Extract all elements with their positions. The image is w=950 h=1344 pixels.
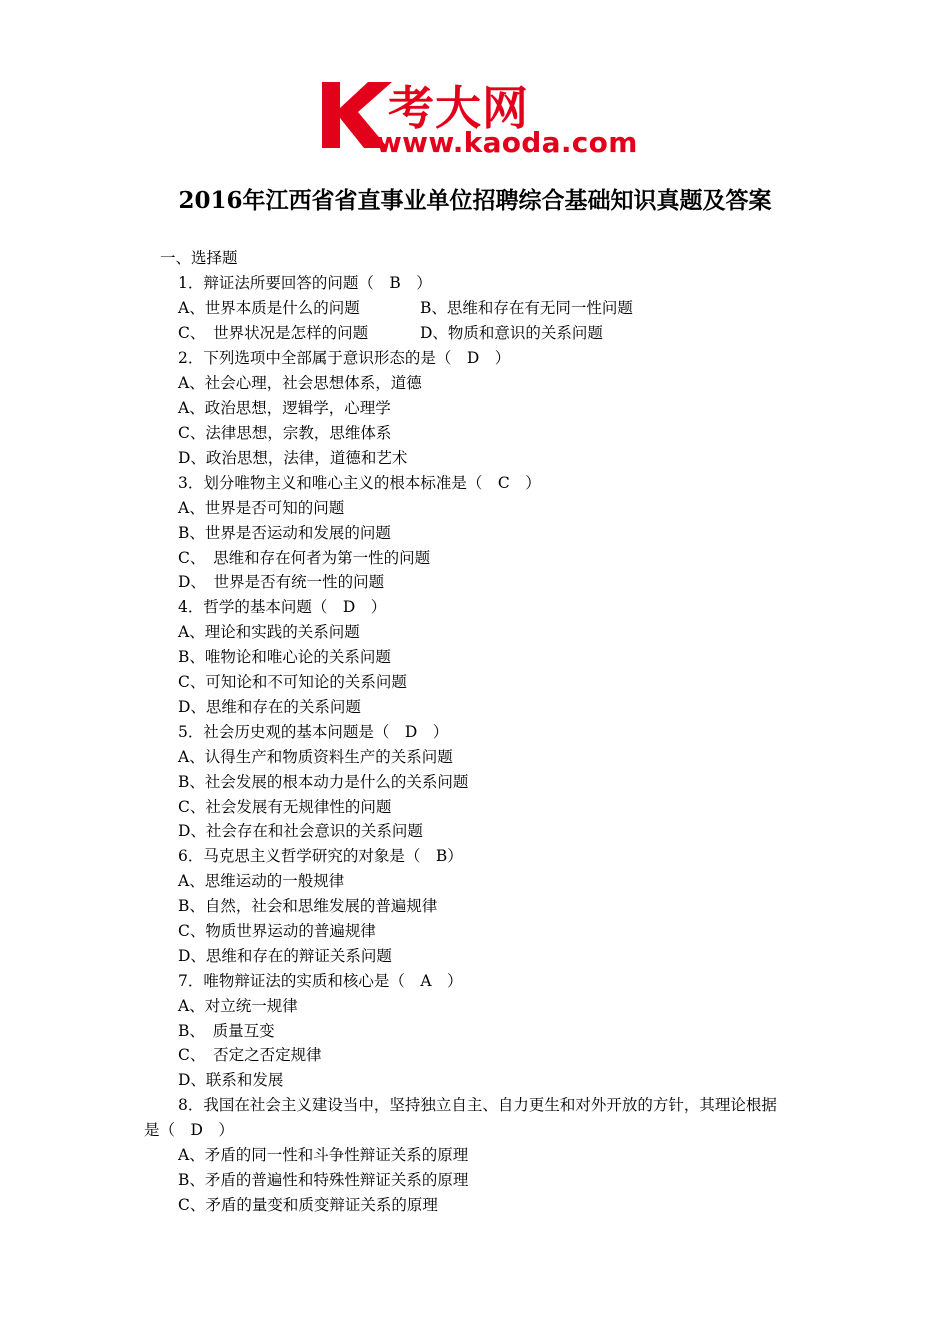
- question-2-option-b: A、政治思想，逻辑学，心理学: [178, 399, 391, 417]
- question-7-option-c: C、 否定之否定规律: [178, 1046, 322, 1064]
- question-5-option-b: B、社会发展的根本动力是什么的关系问题: [178, 773, 469, 791]
- question-4-option-d: D、思维和存在的关系问题: [178, 698, 361, 716]
- question-6-option-d: D、思维和存在的辩证关系问题: [178, 947, 392, 965]
- question-4-option-a: A、理论和实践的关系问题: [178, 623, 360, 641]
- question-8-option-a: A、矛盾的同一性和斗争性辩证关系的原理: [178, 1146, 469, 1164]
- question-6-option-b: B、自然，社会和思维发展的普遍规律: [178, 897, 438, 915]
- question-8-continuation: 是（ D ）: [144, 1121, 234, 1139]
- question-8-option-b: B、矛盾的普遍性和特殊性辩证关系的原理: [178, 1171, 469, 1189]
- document-title: 2016年江西省省直事业单位招聘综合基础知识真题及答案: [178, 187, 772, 214]
- question-8-option-c: C、矛盾的量变和质变辩证关系的原理: [178, 1196, 438, 1214]
- logo-chinese-text: 考大网: [388, 81, 529, 135]
- question-5-option-a: A、认得生产和物质资料生产的关系问题: [178, 748, 453, 766]
- question-7: 7．唯物辩证法的实质和核心是（ A ）: [178, 972, 463, 990]
- question-5-option-d: D、社会存在和社会意识的关系问题: [178, 822, 423, 840]
- question-5: 5．社会历史观的基本问题是（ D ）: [178, 723, 449, 741]
- question-6-option-a: A、思维运动的一般规律: [178, 872, 345, 890]
- question-8: 8．我国在社会主义建设当中，坚持独立自主、自力更生和对外开放的方针，其理论根据: [178, 1096, 777, 1114]
- question-1-option-c: C、 世界状况是怎样的问题: [178, 324, 369, 342]
- question-6: 6．马克思主义哲学研究的对象是（ B）: [178, 847, 463, 865]
- section-heading: 一、选择题: [160, 249, 238, 267]
- question-3: 3．划分唯物主义和唯心主义的根本标准是（ C ）: [178, 474, 541, 492]
- question-2-option-a: A、社会心理，社会思想体系，道德: [178, 374, 422, 392]
- question-4-option-b: B、唯物论和唯心论的关系问题: [178, 648, 391, 666]
- logo-url-text: www.kaoda.com: [376, 126, 638, 159]
- question-7-option-d: D、联系和发展: [178, 1071, 284, 1089]
- question-1-option-a: A、世界本质是什么的问题: [178, 299, 360, 317]
- question-2-option-d: D、政治思想，法律，道德和艺术: [178, 449, 408, 467]
- kaoda-logo: [318, 78, 638, 160]
- question-7-option-a: A、对立统一规律: [178, 997, 298, 1015]
- question-5-option-c: C、社会发展有无规律性的问题: [178, 798, 392, 816]
- question-7-option-b: B、 质量互变: [178, 1022, 275, 1040]
- question-3-option-d: D、 世界是否有统一性的问题: [178, 573, 385, 591]
- question-2-option-c: C、法律思想，宗教，思维体系: [178, 424, 392, 442]
- question-1-option-d: D、物质和意识的关系问题: [420, 324, 603, 342]
- question-6-option-c: C、物质世界运动的普遍规律: [178, 922, 376, 940]
- question-3-option-b: B、世界是否运动和发展的问题: [178, 524, 391, 542]
- question-1: 1．辩证法所要回答的问题（ B ）: [178, 274, 432, 292]
- question-3-option-c: C、 思维和存在何者为第一性的问题: [178, 549, 431, 567]
- question-2: 2．下列选项中全部属于意识形态的是（ D ）: [178, 349, 511, 367]
- question-4-option-c: C、可知论和不可知论的关系问题: [178, 673, 407, 691]
- question-3-option-a: A、世界是否可知的问题: [178, 499, 345, 517]
- question-1-option-b: B、思维和存在有无同一性问题: [420, 299, 633, 317]
- question-4: 4．哲学的基本问题（ D ）: [178, 598, 387, 616]
